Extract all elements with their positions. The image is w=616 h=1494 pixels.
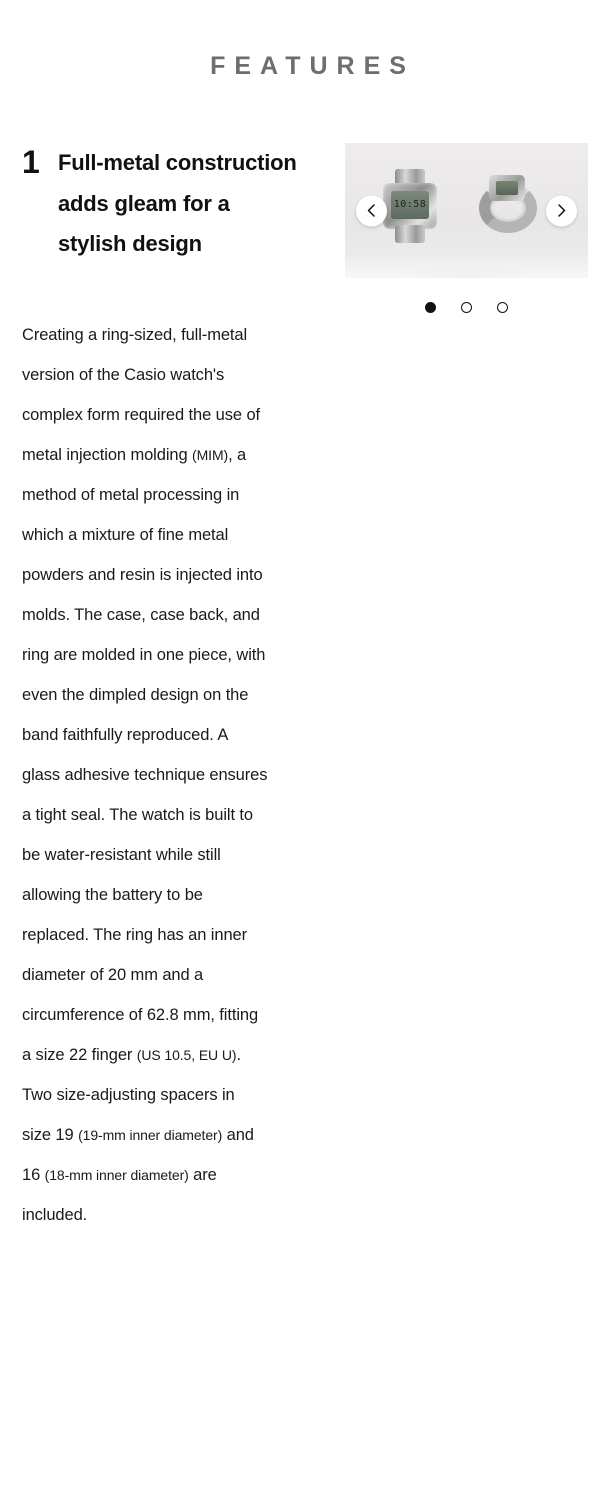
body-segment-2: , a method of metal processing in which a mixture of fine metal powders and resin is injected into molds. The case, case back, and ring are molded in one piece, with even the dimpled design on the band faithfully reproduced. A glass adhesive technique ensures a tight seal. The watch is built to be water-resistant while still allowing the battery to be replaced. The ring has an inner diameter of 20 mm and a circumference of 62.8 mm, fitting a size 22 finger bbox=[22, 446, 268, 1065]
carousel-image-frame bbox=[345, 143, 588, 278]
feature-header bbox=[0, 143, 300, 265]
casio-ring-illustration bbox=[473, 177, 543, 235]
chevron-right-icon bbox=[556, 204, 567, 218]
watch-display-text: 10:58 bbox=[393, 199, 427, 210]
body-segment-1: Creating a ring-sized, full-metal version of the Casio watch's complex form required the use of metal injection molding bbox=[22, 326, 260, 465]
body-abbr-mim: (MIM) bbox=[192, 447, 229, 464]
carousel-pagination[interactable] bbox=[345, 302, 588, 313]
feature-title: Full-metal construction adds gleam for a stylish design bbox=[58, 150, 297, 257]
carousel-dot-1[interactable] bbox=[425, 302, 436, 313]
carousel-dot-3[interactable] bbox=[497, 302, 508, 313]
feature-body-text bbox=[0, 315, 268, 1235]
body-spacer-16: (18-mm inner diameter) bbox=[44, 1167, 189, 1184]
casio-watch-illustration bbox=[379, 169, 441, 243]
body-segment-4: and 16 bbox=[22, 1126, 254, 1185]
carousel-prev-button[interactable] bbox=[356, 195, 387, 226]
chevron-left-icon bbox=[366, 204, 377, 218]
carousel-next-button[interactable] bbox=[546, 195, 577, 226]
body-size-us-eu: (US 10.5, EU U) bbox=[136, 1047, 237, 1064]
feature-number: 1 bbox=[22, 144, 40, 180]
body-segment-5: are included. bbox=[22, 1166, 217, 1225]
body-spacer-19: (19-mm inner diameter) bbox=[78, 1127, 223, 1144]
feature-block bbox=[0, 143, 616, 1235]
carousel-dot-2[interactable] bbox=[461, 302, 472, 313]
image-carousel[interactable] bbox=[345, 143, 588, 313]
photo-reflection bbox=[345, 252, 588, 278]
section-heading: FEATURES bbox=[210, 52, 415, 80]
body-segment-3: . Two size-adjusting spacers in size 19 bbox=[22, 1046, 241, 1145]
